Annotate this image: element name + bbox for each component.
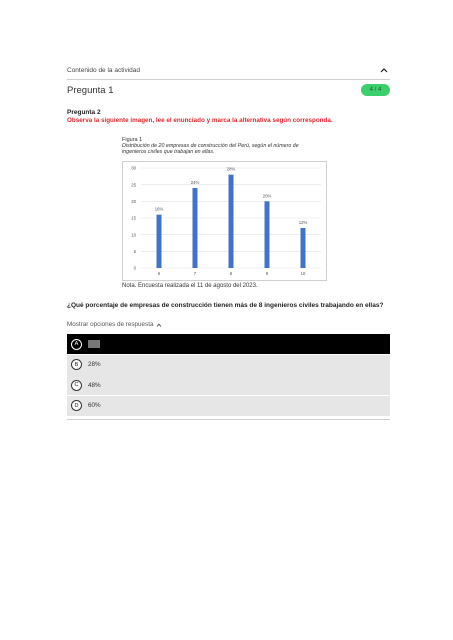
option-text: 60% xyxy=(88,402,101,410)
option-letter: C xyxy=(71,380,82,391)
bar-chart xyxy=(122,161,327,281)
divider xyxy=(67,79,390,80)
figure xyxy=(122,137,327,289)
figure-label: Figura 1 xyxy=(122,137,143,143)
option-letter: B xyxy=(71,359,82,370)
x-tick-label: 6 xyxy=(157,271,161,276)
question-title: Pregunta 1 xyxy=(67,85,114,96)
subquestion-instruction: Observa la siguiente imagen, lee el enunciado y marca la alternativa según corresponda. xyxy=(67,117,333,124)
option-letter: A xyxy=(71,339,82,350)
subquestion-number: Pregunta 2 xyxy=(67,109,101,116)
figure-caption: Distribución de 20 empresas de construcción del Perú, según el número de ingenieros civiles que trabajan en ellas. xyxy=(122,143,299,156)
show-options-label: Mostrar opciones de respuesta xyxy=(67,321,154,328)
y-tick-label: 20 xyxy=(131,198,136,204)
data-label: 20% xyxy=(262,193,272,199)
redacted-answer xyxy=(88,340,100,348)
option-text: 48% xyxy=(88,381,101,389)
figure-note: Nota. Encuesta realizada el 11 de agosto del 2023. xyxy=(122,283,258,289)
bar xyxy=(193,188,198,268)
data-label: 16% xyxy=(154,206,164,212)
option-d[interactable] xyxy=(67,396,390,416)
y-tick-label: 0 xyxy=(133,265,136,271)
option-text: 28% xyxy=(88,361,101,369)
y-tick-label: 15 xyxy=(131,215,136,221)
data-label: 12% xyxy=(298,220,308,225)
chevron-up-icon xyxy=(156,323,162,327)
bar xyxy=(301,228,306,268)
answer-options xyxy=(67,334,390,416)
bar xyxy=(265,201,270,268)
show-options-toggle[interactable] xyxy=(67,321,162,328)
option-c[interactable] xyxy=(67,375,390,395)
question-text: ¿Qué porcentaje de empresas de construcción tienen más de 8 ingenieros civiles trabajando en ellas? xyxy=(67,302,384,309)
y-tick-label: 30 xyxy=(131,165,136,171)
x-tick-label: 8 xyxy=(229,271,233,276)
x-tick-label: 9 xyxy=(265,271,269,276)
activity-content-label: Contenido de la actividad xyxy=(67,66,140,74)
y-tick-label: 10 xyxy=(131,232,136,238)
y-tick-label: 5 xyxy=(133,248,136,254)
bar-chart-svg xyxy=(123,162,328,282)
progress-badge: 4 / 4 xyxy=(361,84,390,96)
option-letter: D xyxy=(71,400,82,411)
chevron-up-icon[interactable] xyxy=(378,64,390,76)
divider xyxy=(67,419,390,420)
x-tick-label: 10 xyxy=(300,271,306,276)
option-b[interactable] xyxy=(67,355,390,375)
data-label: 24% xyxy=(190,180,200,185)
option-a[interactable] xyxy=(67,334,390,354)
activity-content-header[interactable] xyxy=(67,62,390,78)
data-label: 28% xyxy=(226,166,236,172)
x-tick-label: 7 xyxy=(193,271,197,276)
bar xyxy=(157,215,162,268)
bar xyxy=(229,175,234,268)
y-tick-label: 25 xyxy=(131,182,136,188)
